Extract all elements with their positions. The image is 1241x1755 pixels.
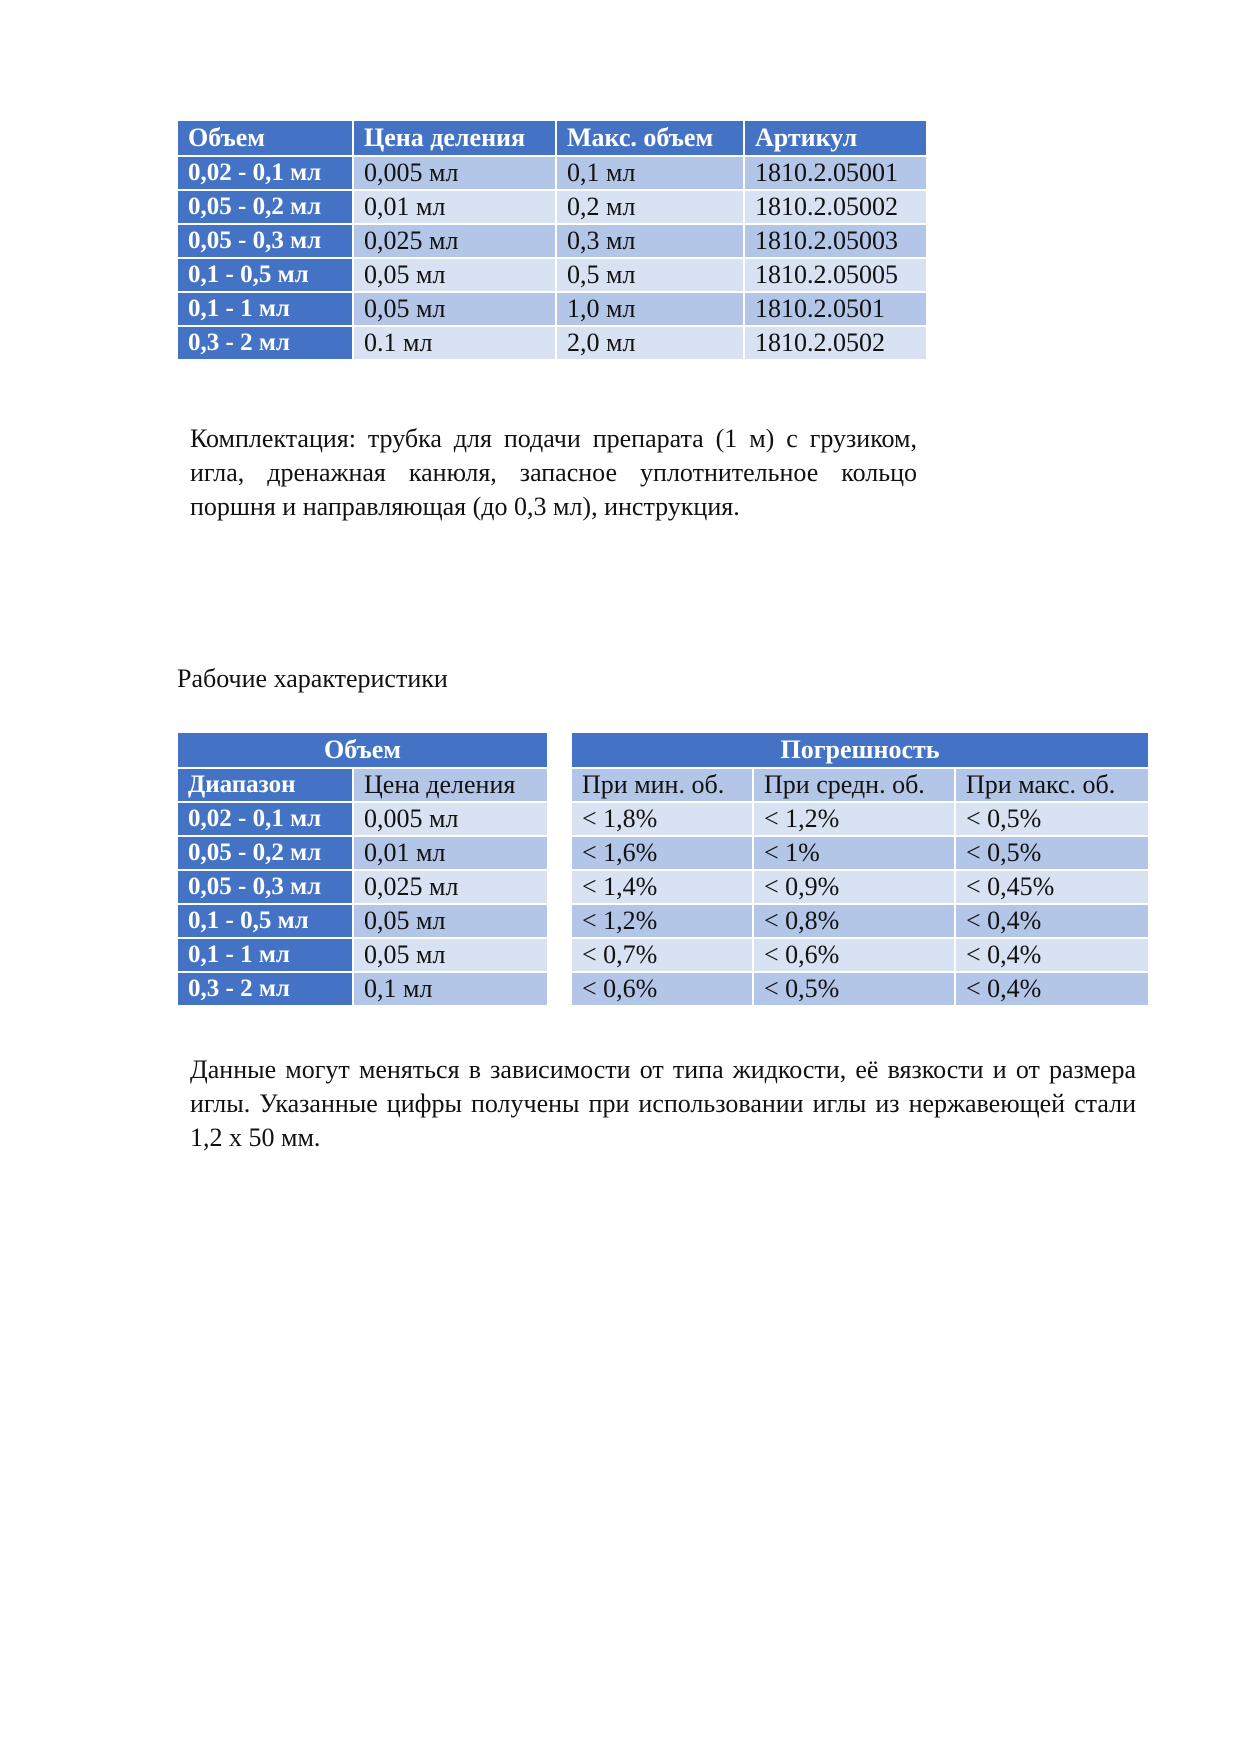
error-mid: < 1,2%	[754, 801, 956, 835]
error-mid: < 1%	[754, 835, 956, 869]
table-row	[178, 869, 547, 903]
header-mid: При средн. об.	[754, 767, 956, 801]
division-value: 0,1 мл	[354, 971, 547, 1005]
table-row	[572, 971, 1148, 1005]
table-row	[178, 971, 547, 1005]
table-row	[572, 903, 1148, 937]
completeness-paragraph: Комплектация: трубка для подачи препарата (1 м) с грузиком, игла, дренажная канюля, запасное уплотнительное кольцо поршня и направляющая (до 0,3 мл), инструкция.	[190, 424, 917, 521]
header-division: Цена деления	[354, 767, 547, 801]
table-row	[178, 801, 547, 835]
note-paragraph: Данные могут меняться в зависимости от типа жидкости, её вязкости и от размера иглы. Указанные цифры получены при использовании иглы из нержавеющей стали 1,2 х 50 мм.	[190, 1055, 1136, 1152]
error-max: < 0,5%	[956, 835, 1148, 869]
error-max: < 0,4%	[956, 903, 1148, 937]
range-value: 0,05 - 0,2 мл	[178, 835, 354, 869]
volume-table	[178, 733, 547, 1005]
error-min: < 1,2%	[572, 903, 754, 937]
table-row	[178, 291, 926, 325]
error-min: < 1,6%	[572, 835, 754, 869]
article-value: 1810.2.05002	[745, 189, 926, 223]
max-volume-value: 0,3 мл	[557, 223, 745, 257]
range-value: 0,02 - 0,1 мл	[178, 801, 354, 835]
error-max: < 0,4%	[956, 937, 1148, 971]
header-division: Цена деления	[354, 121, 557, 155]
max-volume-value: 0,1 мл	[557, 155, 745, 189]
table-row	[178, 903, 547, 937]
header-article: Артикул	[745, 121, 926, 155]
article-value: 1810.2.0501	[745, 291, 926, 325]
error-min: < 0,6%	[572, 971, 754, 1005]
error-max: < 0,5%	[956, 801, 1148, 835]
header-volume: Объем	[178, 121, 354, 155]
article-value: 1810.2.0502	[745, 325, 926, 359]
error-mid: < 0,5%	[754, 971, 956, 1005]
max-volume-value: 2,0 мл	[557, 325, 745, 359]
header-max-volume: Макс. объем	[557, 121, 745, 155]
error-min: < 1,4%	[572, 869, 754, 903]
table-row	[572, 801, 1148, 835]
max-volume-value: 1,0 мл	[557, 291, 745, 325]
max-volume-value: 0,2 мл	[557, 189, 745, 223]
table-row	[178, 189, 926, 223]
volume-range: 0,1 - 0,5 мл	[178, 257, 354, 291]
division-value: 0,005 мл	[354, 801, 547, 835]
error-table	[572, 733, 1148, 1005]
error-min: < 0,7%	[572, 937, 754, 971]
division-value: 0,05 мл	[354, 903, 547, 937]
table-row	[178, 257, 926, 291]
range-value: 0,05 - 0,3 мл	[178, 869, 354, 903]
header-max: При макс. об.	[956, 767, 1148, 801]
error-min: < 1,8%	[572, 801, 754, 835]
section-title: Рабочие характеристики	[177, 664, 448, 693]
range-value: 0,3 - 2 мл	[178, 971, 354, 1005]
volume-range: 0,3 - 2 мл	[178, 325, 354, 359]
volume-range: 0,1 - 1 мл	[178, 291, 354, 325]
table-row	[178, 325, 926, 359]
header-min: При мин. об.	[572, 767, 754, 801]
volume-range: 0,02 - 0,1 мл	[178, 155, 354, 189]
division-value: 0,005 мл	[354, 155, 557, 189]
volume-range: 0,05 - 0,2 мл	[178, 189, 354, 223]
error-group-header: Погрешность	[572, 733, 1148, 767]
table-row	[178, 835, 547, 869]
table-row	[178, 937, 547, 971]
article-value: 1810.2.05005	[745, 257, 926, 291]
table-row	[572, 835, 1148, 869]
error-max: < 0,4%	[956, 971, 1148, 1005]
division-value: 0.1 мл	[354, 325, 557, 359]
division-value: 0,025 мл	[354, 223, 557, 257]
table-row	[178, 223, 926, 257]
header-range: Диапазон	[178, 767, 354, 801]
division-value: 0,025 мл	[354, 869, 547, 903]
range-value: 0,1 - 0,5 мл	[178, 903, 354, 937]
article-value: 1810.2.05003	[745, 223, 926, 257]
article-value: 1810.2.05001	[745, 155, 926, 189]
error-mid: < 0,9%	[754, 869, 956, 903]
max-volume-value: 0,5 мл	[557, 257, 745, 291]
table-row	[572, 937, 1148, 971]
error-max: < 0,45%	[956, 869, 1148, 903]
volume-group-header: Объем	[178, 733, 547, 767]
division-value: 0,05 мл	[354, 257, 557, 291]
division-value: 0,05 мл	[354, 937, 547, 971]
products-table	[178, 121, 926, 359]
division-value: 0,01 мл	[354, 189, 557, 223]
division-value: 0,01 мл	[354, 835, 547, 869]
range-value: 0,1 - 1 мл	[178, 937, 354, 971]
table-row	[178, 155, 926, 189]
table-row	[572, 869, 1148, 903]
error-mid: < 0,8%	[754, 903, 956, 937]
division-value: 0,05 мл	[354, 291, 557, 325]
volume-range: 0,05 - 0,3 мл	[178, 223, 354, 257]
error-mid: < 0,6%	[754, 937, 956, 971]
